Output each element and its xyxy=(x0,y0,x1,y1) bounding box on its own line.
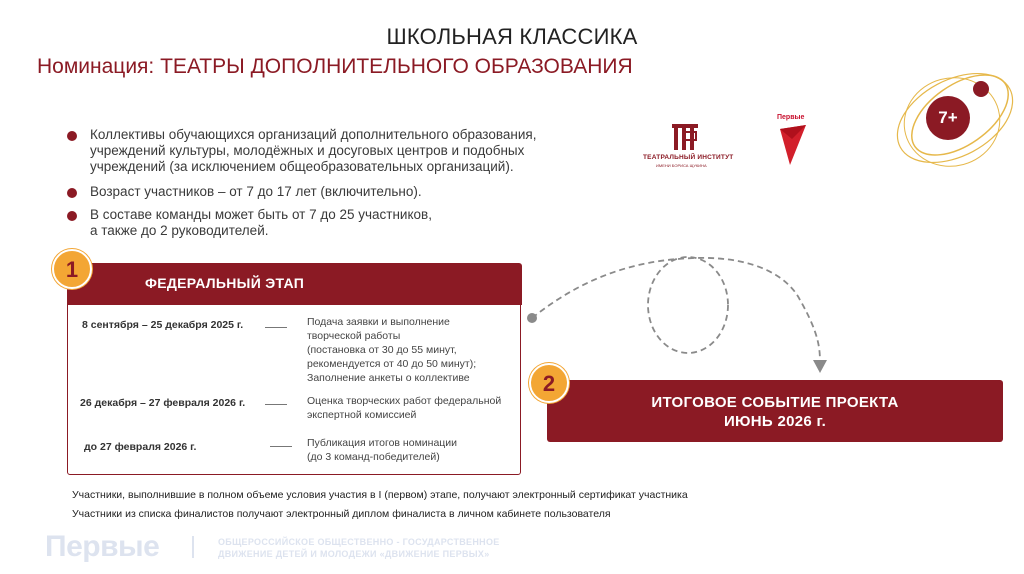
stage-row-date: 26 декабря – 27 февраля 2026 г. xyxy=(80,397,246,409)
footer-note: Участники из списка финалистов получают электронный диплом финалиста в личном кабинете пользователя xyxy=(72,508,611,520)
nomination-heading xyxy=(37,55,633,79)
theatre-institute-name: ТЕАТРАЛЬНЫЙ ИНСТИТУТ xyxy=(643,154,734,161)
final-event-line1: ИТОГОВОЕ СОБЫТИЕ ПРОЕКТА xyxy=(651,394,899,411)
bullet-text: Коллективы обучающихся организаций дополнительного образования, учреждений культуры, молодёжных и досуговых центров и подобных учреждений (за исключением общеобразовательных организаций). xyxy=(90,127,537,174)
stage-row-desc: Оценка творческих работ федеральной экспертной комиссией xyxy=(307,395,502,421)
final-event-title xyxy=(547,393,1003,431)
footer-note: Участники, выполнившие в полном объеме условия участия в I (первом) этапе, получают электронный сертификат участника xyxy=(72,489,688,501)
stage-row-date: 8 сентября – 25 декабря 2025 г. xyxy=(82,319,244,331)
page-title: ШКОЛЬНАЯ КЛАССИКА xyxy=(386,24,638,49)
bullet-dot-icon xyxy=(67,188,77,198)
stage-number-badge: 2 xyxy=(529,363,569,403)
theatre-institute-logo-icon xyxy=(670,122,700,152)
bullet-text: В составе команды может быть от 7 до 25 участников, а также до 2 руководителей. xyxy=(90,207,432,238)
stage-row-desc: Заполнение анкеты о коллективе xyxy=(307,372,470,384)
footer-org-line: ОБЩЕРОССИЙСКОЕ ОБЩЕСТВЕННО - ГОСУДАРСТВЕННОЕ xyxy=(218,537,500,547)
theatre-institute-subtitle: ИМЕНИ БОРИСА ЩУКИНА xyxy=(656,163,707,168)
footer-org-line: ДВИЖЕНИЕ ДЕТЕЙ И МОЛОДЕЖИ «ДВИЖЕНИЕ ПЕРВЫХ» xyxy=(218,549,490,559)
final-event-line2: ИЮНЬ 2026 г. xyxy=(723,413,827,430)
age-badge: 7+ xyxy=(926,96,970,140)
bullet-dot-icon xyxy=(67,211,77,221)
stage-row-date: до 27 февраля 2026 г. xyxy=(84,441,197,453)
stage-row-desc: Публикация итогов номинации (до 3 команд-победителей) xyxy=(307,437,458,463)
footer-divider xyxy=(192,536,194,558)
bullet-text: Возраст участников – от 7 до 17 лет (включительно). xyxy=(90,184,422,199)
stage-connector-arrow xyxy=(520,240,850,380)
footer-brand-logo: Первые xyxy=(45,530,160,563)
row-dash xyxy=(265,327,287,328)
row-dash xyxy=(270,446,292,447)
pervye-logo-icon xyxy=(778,123,808,167)
nomination-value: ТЕАТРЫ ДОПОЛНИТЕЛЬНОГО ОБРАЗОВАНИЯ xyxy=(160,55,633,78)
nomination-label: Номинация: xyxy=(37,55,155,78)
stage-number-badge: 1 xyxy=(52,249,92,289)
federal-stage-title: ФЕДЕРАЛЬНЫЙ ЭТАП xyxy=(145,275,305,291)
stage-row-desc: Подача заявки и выполнение творческой работы (постановка от 30 до 55 минут, рекомендуется от 40 до 50 минут); xyxy=(307,316,477,370)
bullet-dot-icon xyxy=(67,131,77,141)
pervye-logo-text: Первые xyxy=(777,114,805,121)
row-dash xyxy=(265,404,287,405)
